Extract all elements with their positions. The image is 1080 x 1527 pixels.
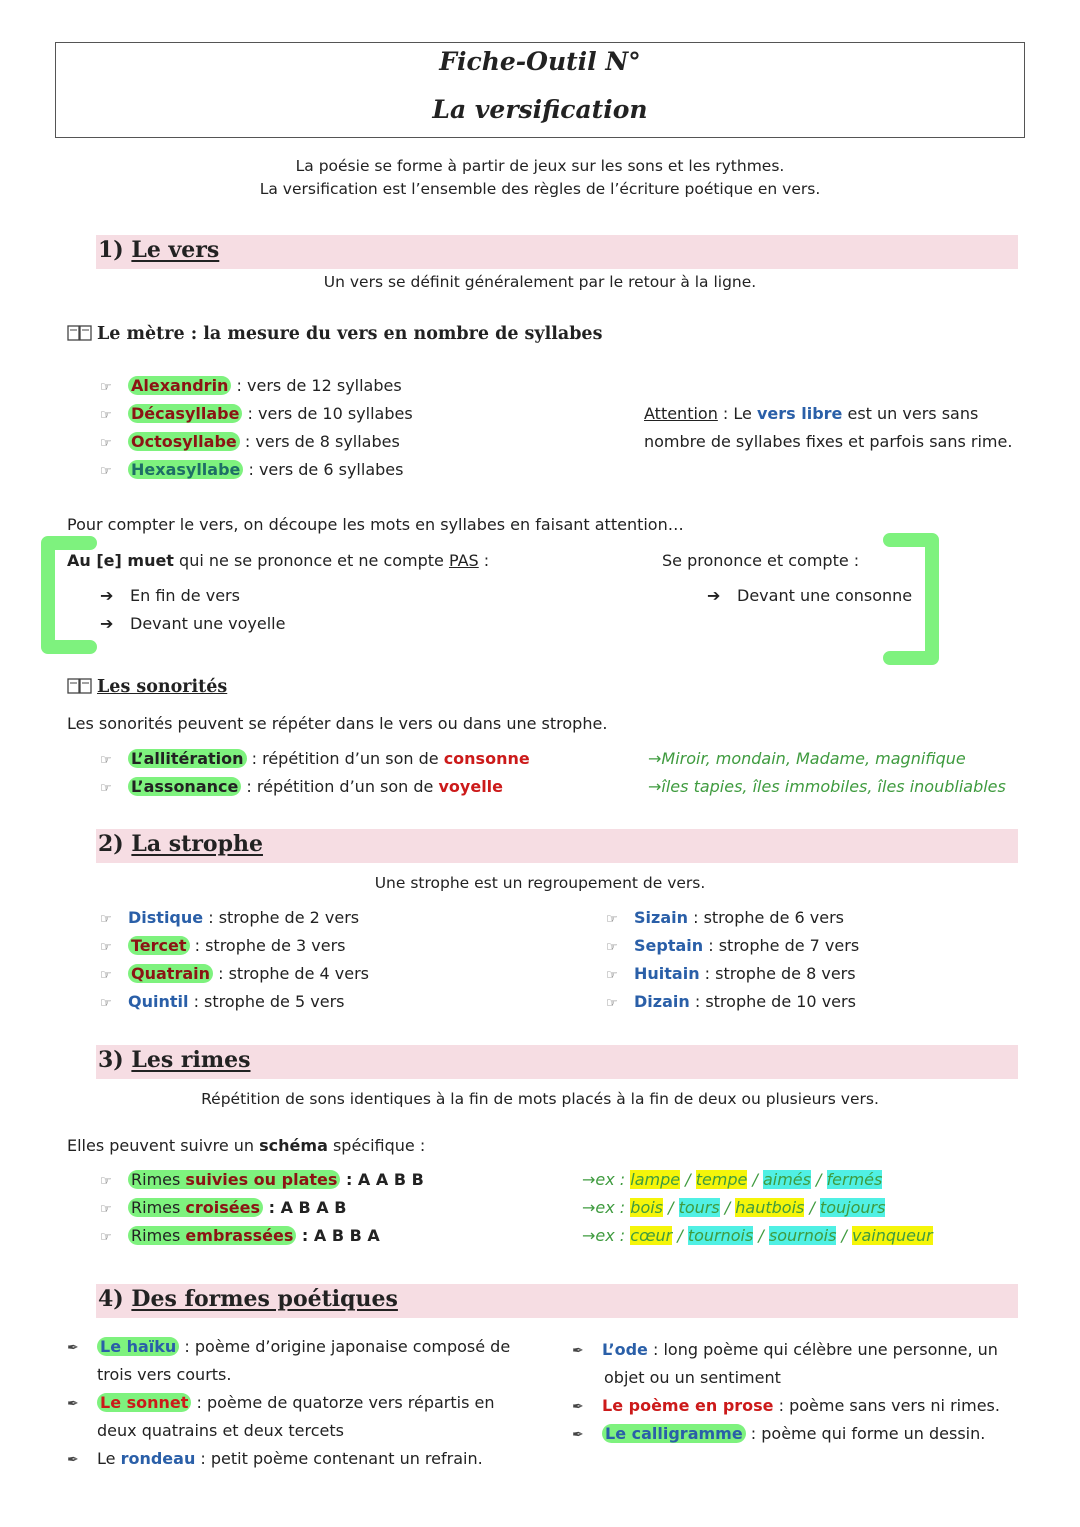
metre-name: Hexasyllabe xyxy=(128,460,243,479)
section-title: Des formes poétiques xyxy=(131,1286,398,1312)
book-icon xyxy=(67,325,93,341)
rime-keyword: suivies ou plates xyxy=(185,1170,338,1189)
metre-name: Octosyllabe xyxy=(128,432,240,451)
sheet-title: Fiche-Outil N° xyxy=(439,47,641,76)
section-band-1 xyxy=(96,235,1018,269)
section-number: 3) xyxy=(98,1047,124,1073)
muet-text: qui ne se prononce et ne compte xyxy=(173,551,449,570)
strophe-desc: : strophe de 5 vers xyxy=(188,992,345,1011)
hand-pointer-icon: ☞ xyxy=(100,464,112,479)
pen-icon: ✒ xyxy=(572,1343,584,1359)
strophe-name: Septain xyxy=(634,936,704,955)
muet-item-text: En fin de vers xyxy=(130,586,240,605)
sonorite-name: L’allitération xyxy=(128,749,247,768)
hand-pointer-icon: ☞ xyxy=(100,1202,112,1217)
metre-desc: : vers de 12 syllabes xyxy=(231,376,402,395)
arrow-icon: ➔ xyxy=(707,586,721,605)
forme-prefix: Le xyxy=(97,1449,121,1468)
intro-line-2: La versification est l’ensemble des règles de l’écriture poétique en vers. xyxy=(259,180,821,198)
example-word: lampe xyxy=(630,1170,681,1189)
rime-example-2: →ex : bois / tours / hautbois / toujours xyxy=(582,1198,886,1217)
sonorite-name: L’assonance xyxy=(128,777,241,796)
hand-pointer-icon: ☞ xyxy=(100,940,112,955)
title-box xyxy=(55,42,1025,138)
metre-name: Décasyllabe xyxy=(128,404,242,423)
muet-pas: PAS xyxy=(448,551,479,570)
strophe-desc: : strophe de 6 vers xyxy=(688,908,844,927)
example-word: sournois xyxy=(768,1226,837,1245)
metre-item xyxy=(100,460,403,479)
hand-pointer-icon: ☞ xyxy=(100,753,112,768)
hand-pointer-icon: ☞ xyxy=(100,996,112,1011)
strophe-name: Tercet xyxy=(128,936,190,955)
hand-pointer-icon: ☞ xyxy=(100,436,112,451)
sonorite-item xyxy=(100,777,503,796)
section-3-heading xyxy=(98,1047,251,1073)
section-1-subtitle: Un vers se définit généralement par le retour à la ligne. xyxy=(323,273,757,291)
rime-prefix: Rimes xyxy=(131,1170,186,1189)
sonorites-title: Les sonorités xyxy=(97,677,228,697)
muet-item xyxy=(100,586,240,605)
rime-scheme: : A B B A xyxy=(296,1226,380,1245)
pen-icon: ✒ xyxy=(572,1399,584,1415)
strophe-name: Quintil xyxy=(128,992,189,1011)
metre-desc: : vers de 8 syllabes xyxy=(239,432,400,451)
forme-name: Le poème en prose xyxy=(602,1396,774,1415)
rime-example-1: →ex : lampe / tempe / aimés / fermés xyxy=(582,1170,883,1189)
section-title: Les rimes xyxy=(131,1047,251,1073)
example-word: hautbois xyxy=(735,1198,805,1217)
forme-desc-line2: deux quatrains et deux tercets xyxy=(97,1421,344,1440)
hand-pointer-icon: ☞ xyxy=(100,781,112,796)
pen-icon: ✒ xyxy=(572,1427,584,1443)
example-word: tournois xyxy=(687,1226,754,1245)
forme-item xyxy=(67,1393,495,1412)
book-icon xyxy=(67,678,93,694)
muet-term: Au [e] muet xyxy=(67,551,174,570)
forme-desc: : poème de quatorze vers répartis en xyxy=(191,1393,495,1412)
forme-name: Le calligramme xyxy=(602,1424,746,1443)
schema-text: spécifique : xyxy=(327,1136,426,1155)
section-2-heading xyxy=(98,831,263,857)
forme-item xyxy=(67,1449,483,1468)
hand-pointer-icon: ☞ xyxy=(100,380,112,395)
prononce-item xyxy=(707,586,912,605)
example-word: fermés xyxy=(826,1170,883,1189)
sonorite-item xyxy=(100,749,530,768)
metre-desc: : vers de 10 syllabes xyxy=(242,404,413,423)
hand-pointer-icon: ☞ xyxy=(606,996,618,1011)
section-number: 1) xyxy=(98,237,124,263)
forme-desc-line2: objet ou un sentiment xyxy=(604,1368,781,1387)
hand-pointer-icon: ☞ xyxy=(100,1230,112,1245)
muet-item-text: Devant une voyelle xyxy=(130,614,286,633)
count-intro: Pour compter le vers, on découpe les mots en syllabes en faisant attention… xyxy=(67,515,684,534)
section-number: 2) xyxy=(98,831,124,857)
strophe-desc: : strophe de 7 vers xyxy=(703,936,860,955)
metre-item xyxy=(100,404,413,423)
example-word: aimés xyxy=(762,1170,811,1189)
hand-pointer-icon: ☞ xyxy=(606,968,618,983)
muet-text: : xyxy=(478,551,490,570)
forme-name: L’ode xyxy=(602,1340,648,1359)
schema-text: Elles peuvent suivre un xyxy=(67,1136,260,1155)
sheet-subtitle: La versification xyxy=(432,95,648,124)
schema-intro xyxy=(67,1136,425,1155)
hand-pointer-icon: ☞ xyxy=(100,912,112,927)
forme-name: Le haïku xyxy=(97,1337,179,1356)
muet-item xyxy=(100,614,285,633)
strophe-item xyxy=(100,964,369,983)
section-2-subtitle: Une strophe est un regroupement de vers. xyxy=(374,874,706,892)
strophe-item xyxy=(100,936,346,955)
hand-pointer-icon: ☞ xyxy=(100,1174,112,1189)
example-word: cœur xyxy=(630,1226,673,1245)
rime-item xyxy=(100,1226,380,1245)
prononce-heading: Se prononce et compte : xyxy=(662,551,860,570)
rime-example-3: →ex : cœur / tournois / sournois / vainqueur xyxy=(582,1226,933,1245)
metre-item xyxy=(100,376,402,395)
schema-term: schéma xyxy=(259,1136,328,1155)
strophe-desc: : strophe de 8 vers xyxy=(699,964,856,983)
metre-title: Le mètre : la mesure du vers en nombre de syllabes xyxy=(97,324,603,344)
rime-keyword: embrassées xyxy=(185,1226,294,1245)
rime-scheme: : A A B B xyxy=(340,1170,424,1189)
strophe-desc: : strophe de 2 vers xyxy=(203,908,360,927)
metre-desc: : vers de 6 syllabes xyxy=(243,460,404,479)
example-word: bois xyxy=(630,1198,664,1217)
pen-icon: ✒ xyxy=(67,1452,79,1468)
sonorite-keyword: voyelle xyxy=(438,777,504,796)
attention-note-line2: nombre de syllabes fixes et parfois sans rime. xyxy=(644,432,1013,451)
rime-prefix: Rimes xyxy=(131,1198,186,1217)
strophe-item xyxy=(606,964,856,983)
arrow-icon: ➔ xyxy=(100,614,114,633)
metre-heading xyxy=(67,324,602,344)
strophe-name: Huitain xyxy=(634,964,700,983)
example-word: vainqueur xyxy=(852,1226,933,1245)
forme-desc: : poème qui forme un dessin. xyxy=(745,1424,986,1443)
sonorites-intro: Les sonorités peuvent se répéter dans le vers ou dans une strophe. xyxy=(67,714,608,733)
example-word: tours xyxy=(678,1198,720,1217)
forme-item xyxy=(572,1396,1000,1415)
forme-desc: : petit poème contenant un refrain. xyxy=(195,1449,483,1468)
strophe-item xyxy=(100,908,359,927)
section-1-heading xyxy=(98,237,219,263)
section-number: 4) xyxy=(98,1286,124,1312)
attention-text: : Le xyxy=(717,404,757,423)
forme-item xyxy=(572,1340,998,1359)
attention-text: est un vers sans xyxy=(842,404,979,423)
rime-scheme: : A B A B xyxy=(263,1198,347,1217)
section-title: La strophe xyxy=(131,831,263,857)
rime-item xyxy=(100,1198,346,1217)
rime-prefix: Rimes xyxy=(131,1226,186,1245)
arrow-icon: ➔ xyxy=(100,586,114,605)
assonance-example: →îles tapies, îles immobiles, îles inoubliables xyxy=(648,777,1006,796)
forme-desc: : poème d’origine japonaise composé de xyxy=(179,1337,511,1356)
example-word: toujours xyxy=(819,1198,886,1217)
rime-item xyxy=(100,1170,424,1189)
example-prefix: →ex : xyxy=(582,1198,631,1217)
forme-item xyxy=(67,1337,510,1356)
strophe-desc: : strophe de 3 vers xyxy=(189,936,346,955)
pen-icon: ✒ xyxy=(67,1396,79,1412)
vers-libre-term: vers libre xyxy=(756,404,843,423)
section-3-subtitle: Répétition de sons identiques à la fin de mots placés à la fin de deux ou plusieurs vers. xyxy=(201,1090,879,1108)
metre-name: Alexandrin xyxy=(128,376,231,395)
strophe-desc: : strophe de 10 vers xyxy=(689,992,856,1011)
pen-icon: ✒ xyxy=(67,1340,79,1356)
hand-pointer-icon: ☞ xyxy=(606,912,618,927)
alliteration-example: →Miroir, mondain, Madame, magnifique xyxy=(648,749,966,768)
sonorite-desc: : répétition d’un son de xyxy=(246,749,444,768)
strophe-item xyxy=(606,936,859,955)
hand-pointer-icon: ☞ xyxy=(100,968,112,983)
example-prefix: →ex : xyxy=(582,1226,631,1245)
strophe-item xyxy=(606,908,844,927)
forme-name: rondeau xyxy=(120,1449,196,1468)
forme-desc: : poème sans vers ni rimes. xyxy=(773,1396,1000,1415)
forme-name: Le sonnet xyxy=(97,1393,191,1412)
hand-pointer-icon: ☞ xyxy=(606,940,618,955)
example-word: tempe xyxy=(695,1170,748,1189)
intro-line-1: La poésie se forme à partir de jeux sur les sons et les rythmes. xyxy=(295,157,785,175)
sonorites-heading xyxy=(67,677,227,697)
strophe-name: Dizain xyxy=(634,992,690,1011)
forme-desc: : long poème qui célèbre une personne, un xyxy=(647,1340,998,1359)
muet-heading xyxy=(67,551,489,570)
forme-item xyxy=(572,1424,985,1443)
metre-item xyxy=(100,432,400,451)
strophe-name: Quatrain xyxy=(128,964,213,983)
section-title: Le vers xyxy=(131,237,220,263)
strophe-name: Sizain xyxy=(634,908,688,927)
prononce-item-text: Devant une consonne xyxy=(737,586,913,605)
sonorite-desc: : répétition d’un son de xyxy=(241,777,439,796)
attention-label: Attention xyxy=(644,404,718,423)
strophe-name: Distique xyxy=(128,908,204,927)
hand-pointer-icon: ☞ xyxy=(100,408,112,423)
forme-desc-line2: trois vers courts. xyxy=(97,1365,232,1384)
rime-keyword: croisées xyxy=(185,1198,261,1217)
strophe-item xyxy=(100,992,344,1011)
strophe-item xyxy=(606,992,856,1011)
section-4-heading xyxy=(98,1286,398,1312)
strophe-desc: : strophe de 4 vers xyxy=(213,964,369,983)
example-prefix: →ex : xyxy=(582,1170,631,1189)
attention-note xyxy=(644,404,978,423)
sonorite-keyword: consonne xyxy=(443,749,530,768)
